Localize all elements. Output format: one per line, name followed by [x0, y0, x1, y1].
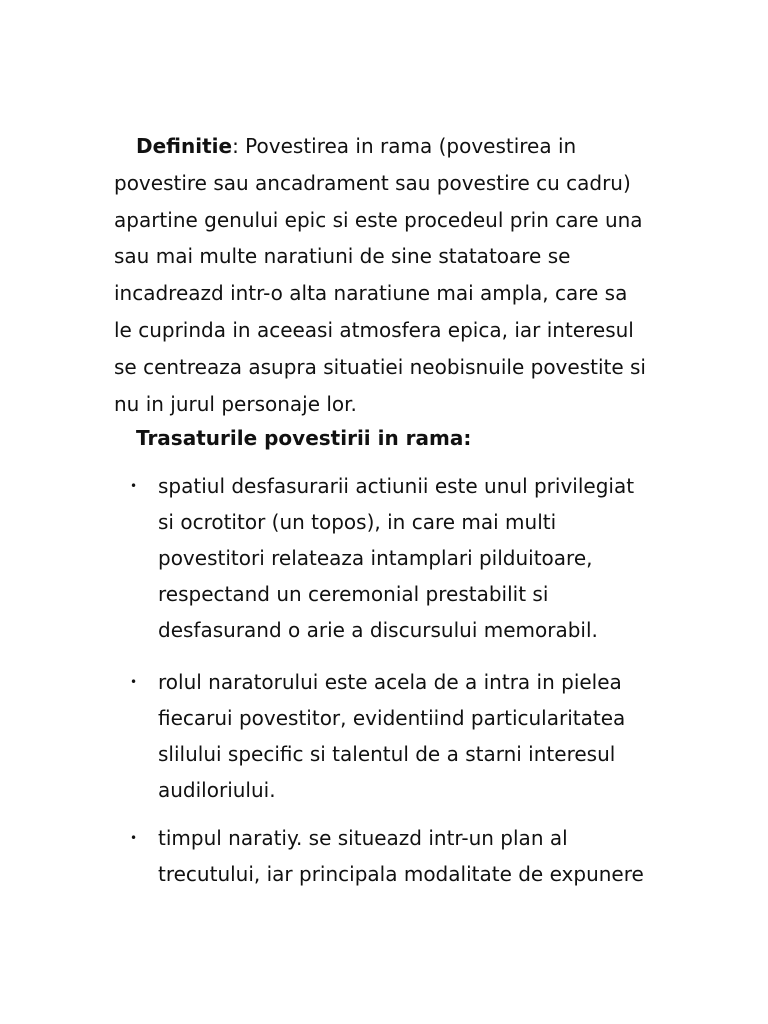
bullet-line: si ocrotitor (un topos), in care mai multi	[158, 510, 557, 534]
bullet-line: spatiul desfasurarii actiunii este unul privilegiat	[158, 474, 635, 498]
definition-line: incadreazd intr-o alta naratiune mai ampla, care sa	[114, 281, 628, 306]
bullet-text	[158, 468, 634, 648]
bullet-line: povestitori relateaza intamplari pilduitoare,	[158, 546, 593, 570]
definition-line: sau mai multe naratiuni de sine statatoare se	[114, 244, 571, 269]
bullet-line: rolul naratorului este acela de a intra in pielea	[158, 670, 622, 694]
bullet-icon: •	[130, 479, 138, 493]
definition-line: apartine genului epic si este procedeul prin care una	[114, 207, 643, 232]
definition-line: le cuprinda in aceeasi atmosfera epica, iar interesul	[114, 317, 634, 342]
definition-line: povestire sau ancadrament sau povestire cu cadru)	[114, 170, 631, 195]
bullet-line: desfasurand o arie a discursului memorabil.	[158, 618, 598, 642]
bullet-line: fiecarui povestitor, evidentiind particularitatea	[158, 706, 626, 730]
bullet-text	[158, 664, 625, 808]
section-heading: Trasaturile povestirii in rama:	[136, 426, 472, 450]
bullet-line: audiloriului.	[158, 778, 276, 802]
definition-first-line-text: : Povestirea in rama (povestirea in	[232, 134, 577, 158]
bullet-line: slilului specific si talentul de a starni interesul	[158, 742, 616, 766]
definition-term: Definitie	[136, 134, 233, 158]
bullet-line: respectand un ceremonial prestabilit si	[158, 582, 549, 606]
definition-first-line	[114, 128, 674, 165]
definition-line: se centreaza asupra situatiei neobisnuile povestite si	[114, 354, 646, 379]
bullet-icon: •	[130, 831, 138, 845]
definition-paragraph	[114, 128, 674, 422]
bullet-icon: •	[130, 675, 138, 689]
bullet-line: timpul naratiy. se situeazd intr-un plan al	[158, 826, 568, 850]
bullet-text	[158, 820, 644, 892]
bullet-line: trecutului, iar principala modalitate de expunere	[158, 862, 644, 886]
definition-line: nu in jurul personaje lor.	[114, 391, 357, 416]
